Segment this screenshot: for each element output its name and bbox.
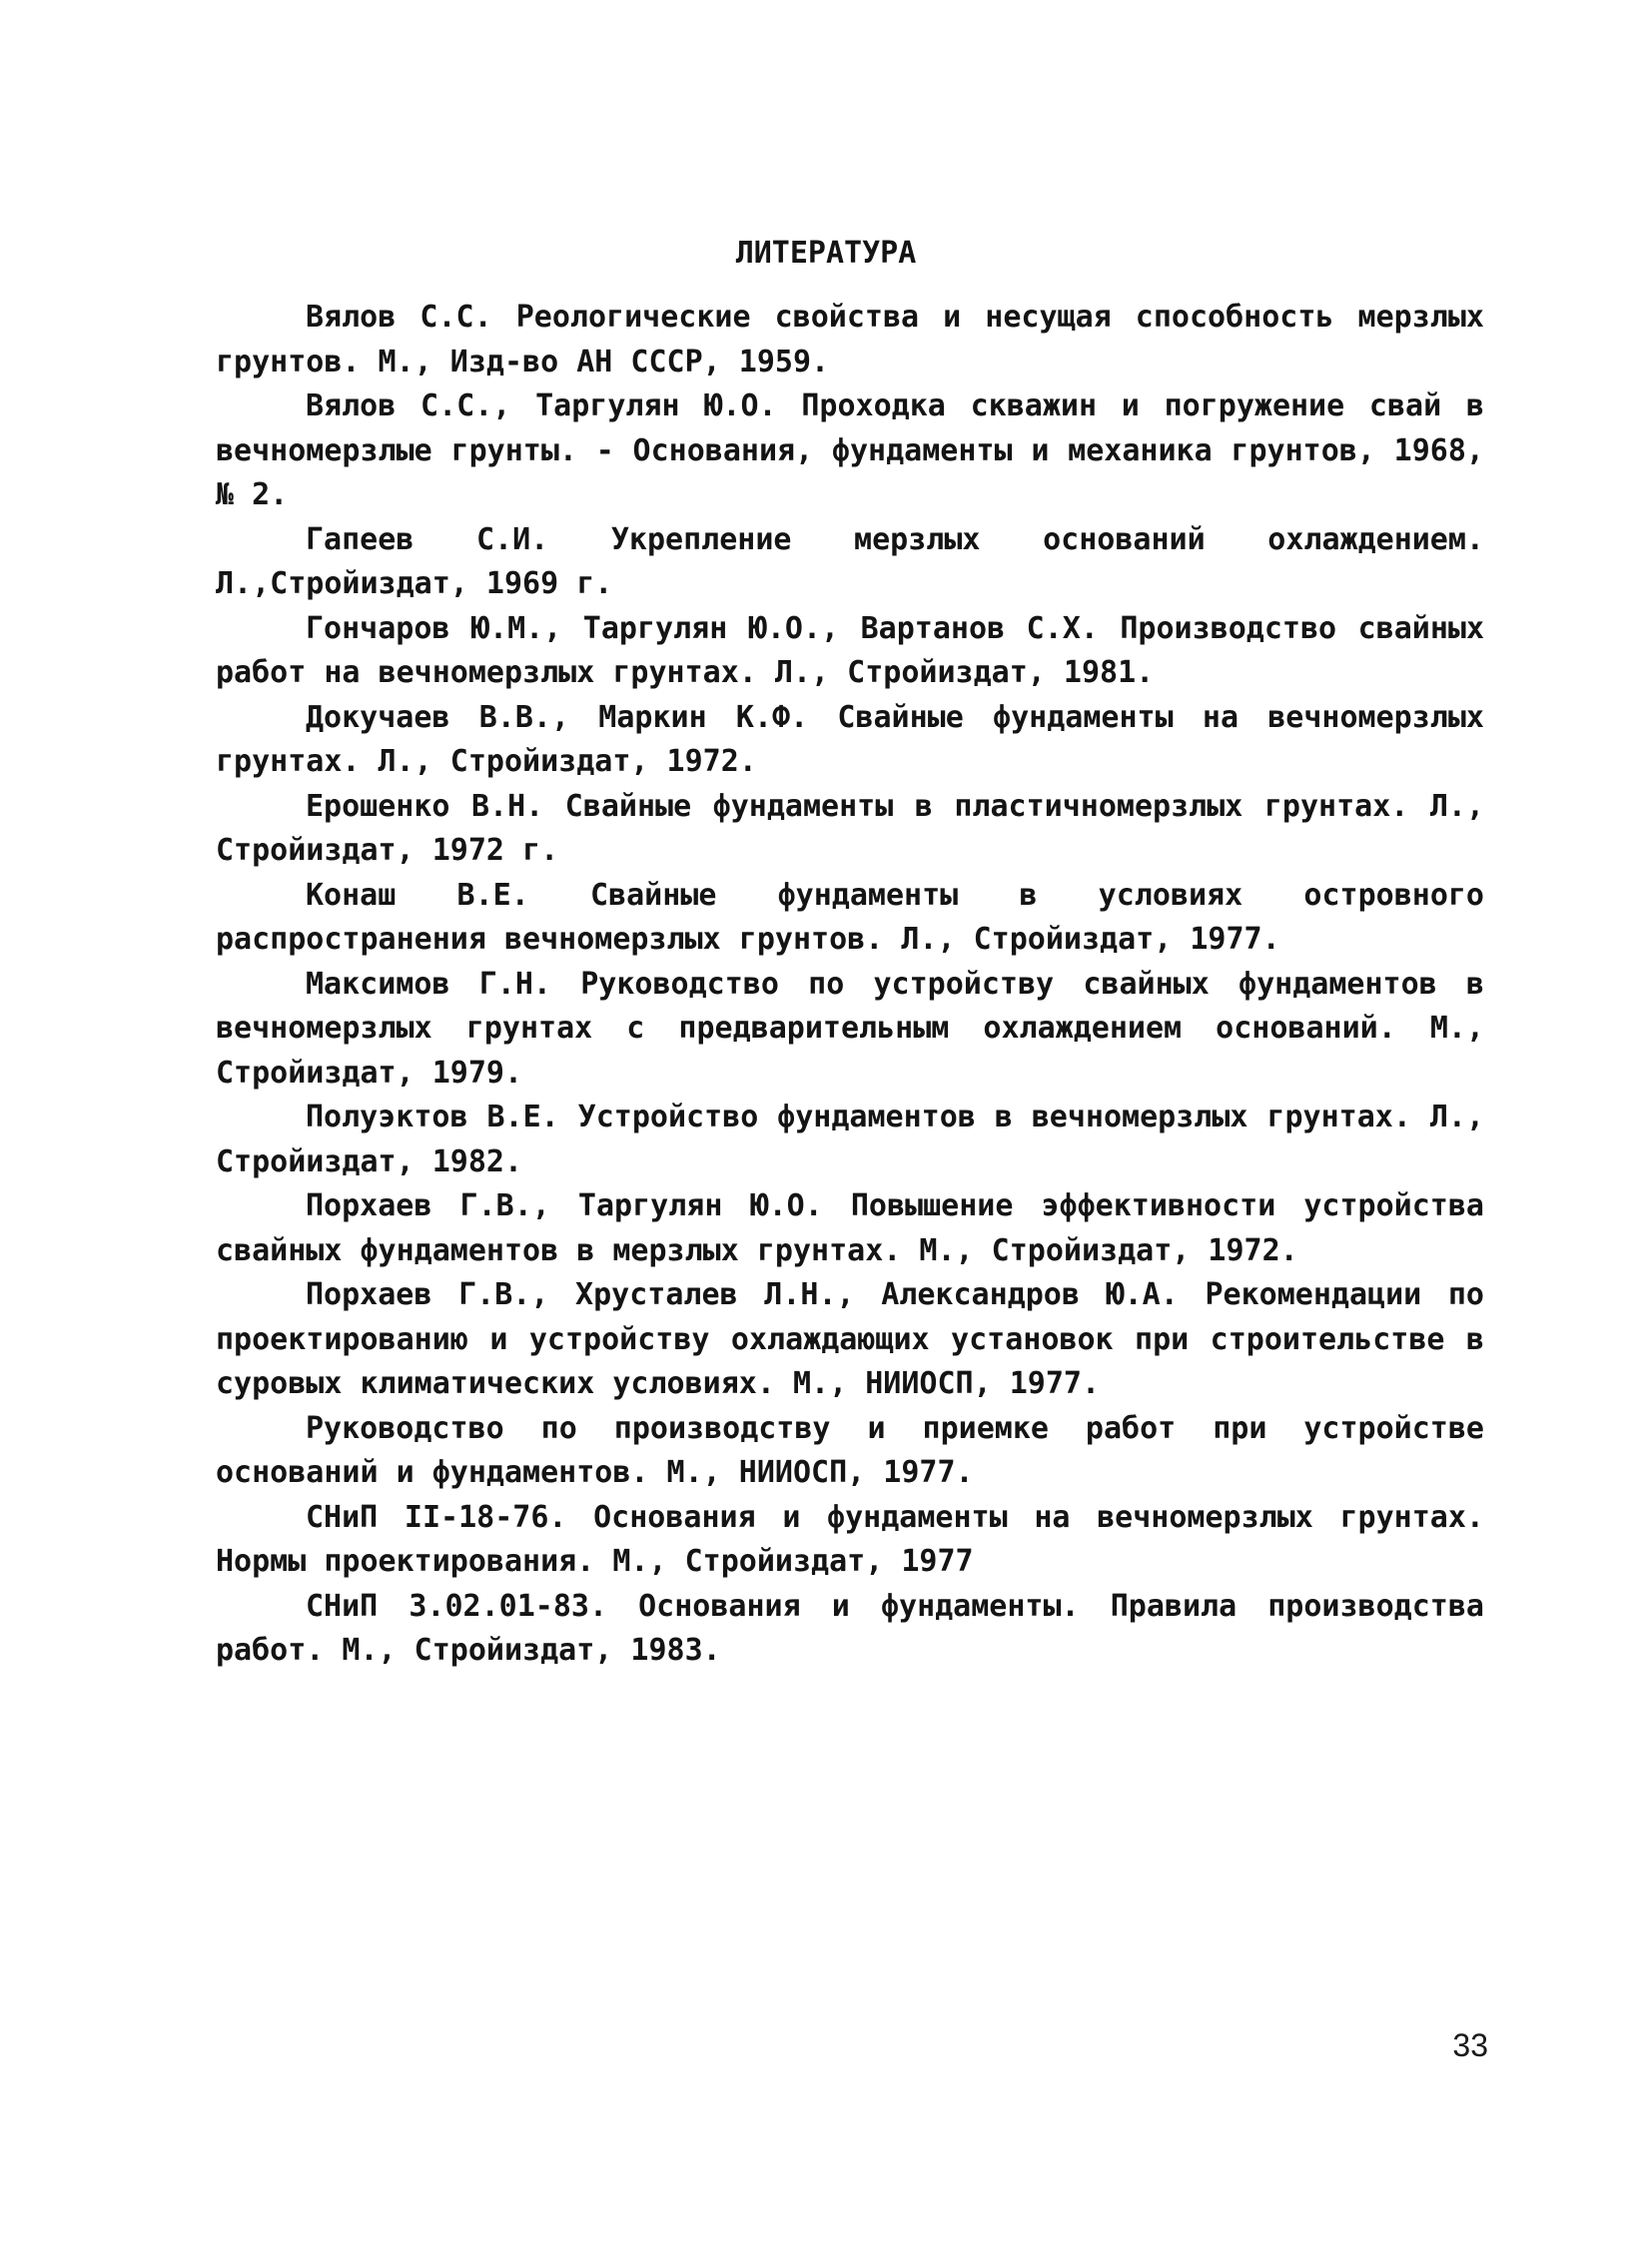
reference-list [216,296,1484,1674]
reference-item: Полуэктов В.Е. Устройство фундаментов в вечномерзлых грунтах. Л., Стройиздат, 1982. [216,1100,1484,1179]
reference-item: СНиП II-18-76. Основания и фундаменты на вечномерзлых грунтах. Нормы проектирования. М., Стройиздат, 1977 [216,1499,1484,1579]
page-number: 33 [1452,2027,1488,2063]
reference-item: Максимов Г.Н. Руководство по устройству свайных фундаментов в вечномерзлых грунтах с предварительным охлаждением оснований. М., Стройиздат, 1979. [216,966,1484,1091]
reference-item: СНиП 3.02.01-83. Основания и фундаменты. Правила производства работ. М., Стройиздат, 1983. [216,1588,1484,1668]
reference-item: Руководство по производству и приемке работ при устройстве оснований и фундаментов. М., НИИОСП, 1977. [216,1410,1484,1490]
reference-item: Гапеев С.И. Укрепление мерзлых оснований охлаждением. Л.,Стройиздат, 1969 г. [216,521,1484,601]
reference-item: Вялов С.С. Реологические свойства и несущая способность мерзлых грунтов. М., Изд-во АН СССР, 1959. [216,300,1484,379]
page-title: ЛИТЕРАТУРА [735,236,917,271]
reference-item: Гончаров Ю.М., Таргулян Ю.О., Вартанов С.Х. Производство свайных работ на вечномерзлых грунтах. Л., Стройиздат, 1981. [216,610,1484,690]
reference-item: Ерошенко В.Н. Свайные фундаменты в пластичномерзлых грунтах. Л., Стройиздат, 1972 г. [216,788,1484,868]
reference-item: Порхаев Г.В., Хрусталев Л.Н., Александров Ю.А. Рекомендации по проектированию и устройству охлаждающих установок при строительстве в суровых климатических условиях. М., НИИОСП, 1977. [216,1277,1484,1401]
reference-item: Порхаев Г.В., Таргулян Ю.О. Повышение эффективности устройства свайных фундаментов в мерзлых грунтах. М., Стройиздат, 1972. [216,1188,1484,1268]
reference-item: Вялов С.С., Таргулян Ю.О. Проходка скважин и погружение свай в вечномерзлые грунты. - Основания, фундаменты и механика грунтов, 1968, № 2. [216,388,1484,512]
reference-item: Конаш В.Е. Свайные фундаменты в условиях островного распространения вечномерзлых грунтов. Л., Стройиздат, 1977. [216,877,1484,957]
reference-item: Докучаев В.В., Маркин К.Ф. Свайные фундаменты на вечномерзлых грунтах. Л., Стройиздат, 1972. [216,699,1484,779]
